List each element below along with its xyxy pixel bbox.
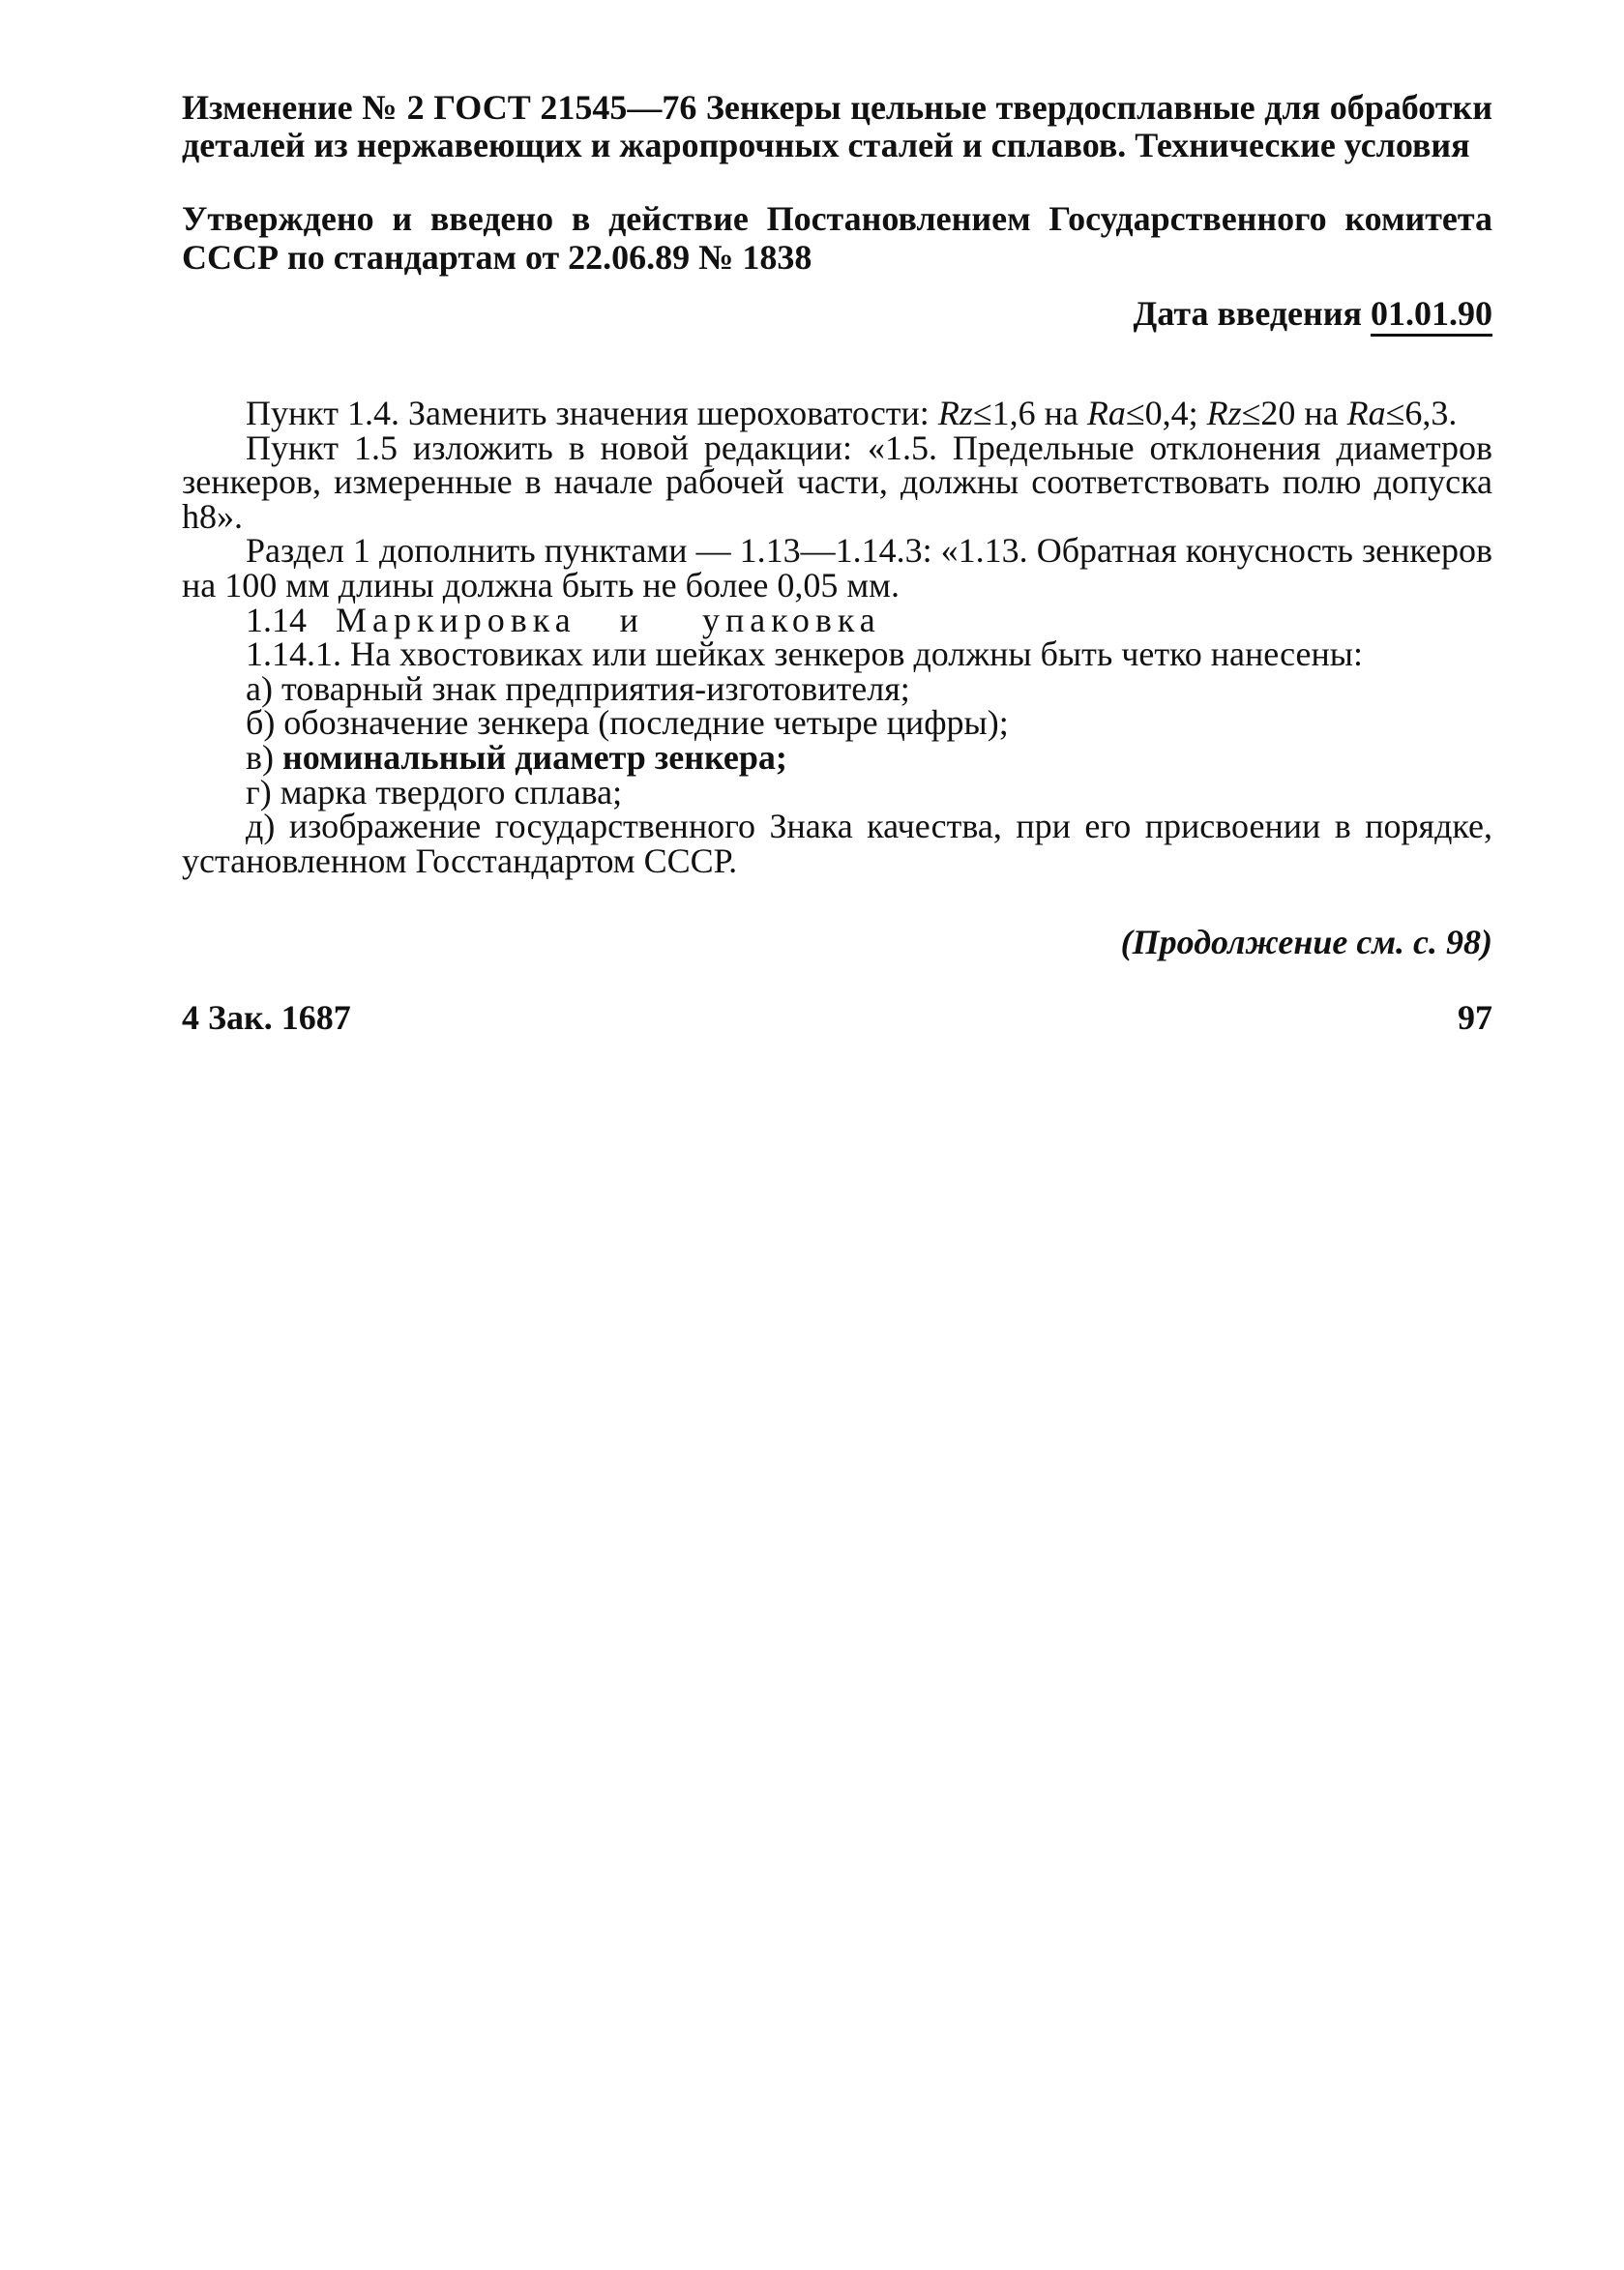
amendment-body <box>182 394 1492 880</box>
roughness-text-5: ≤6,3. <box>1385 394 1458 432</box>
paragraph-roughness <box>182 394 1492 432</box>
continuation-note: (Продолжение см. с. 98) <box>1120 923 1492 962</box>
approval-statement: Утверждено и введено в действие Постановлением Государственного комитета СССР по стандартам от 22.06.89 № 1838 <box>182 199 1492 277</box>
list-item-b: б) обозначение зенкера (последние четыре цифры); <box>246 703 1009 743</box>
page-text-area <box>182 89 1492 1037</box>
effective-date-label: Дата введения <box>1133 294 1362 333</box>
page-footer <box>182 998 1492 1037</box>
section-heading-marking <box>182 600 1492 639</box>
paragraph-section-addition: Раздел 1 дополнить пунктами — 1.13—1.14.3: «1.13. Обратная конусность зенкеров на 100 мм длины должна быть не более 0,05 мм. <box>182 531 1492 604</box>
roughness-text-4: ≤20 на <box>1241 394 1347 432</box>
roughness-text-1: Пункт 1.4. Заменить значения шероховатости: <box>246 394 938 432</box>
roughness-symbol-ra: Ra <box>1086 394 1126 432</box>
paragraph-marking-requirements: 1.14.1. На хвостовиках или шейках зенкеров должны быть четко нанесены: <box>246 634 1363 674</box>
roughness-text-3: ≤0,4; <box>1125 394 1207 432</box>
list-item-g: г) марка твердого сплава; <box>246 772 623 811</box>
paragraph-tolerance: Пункт 1.5 изложить в новой редакции: «1.5. Предельные отклонения диаметров зенкеров, измеренные в начале рабочей части, должны соответствовать полю допуска h8». <box>182 427 1492 536</box>
section-number: 1.14 <box>246 600 307 639</box>
list-item-v-text: номинальный диаметр зенкера; <box>282 737 787 777</box>
section-title-conjunction: и <box>619 600 644 639</box>
effective-date <box>182 294 1492 333</box>
order-number: 4 Зак. 1687 <box>182 998 351 1038</box>
roughness-text-2: ≤1,6 на <box>972 394 1087 432</box>
section-title-marking: Маркировка <box>336 600 576 639</box>
roughness-symbol-rz: Rz <box>937 394 973 432</box>
list-item-v <box>182 737 1492 777</box>
list-item-v-prefix: в) <box>246 737 282 777</box>
amendment-title: Изменение № 2 ГОСТ 21545—76 Зенкеры цельные твердосплавные для обработки деталей из нержавеющих и жаропрочных сталей и сплавов. Технические условия <box>182 88 1492 164</box>
page-number: 97 <box>1458 998 1492 1038</box>
list-item-d: д) изображение государственного Знака качества, при его присвоении в порядке, установленном Госстандартом СССР. <box>182 807 1492 880</box>
roughness-symbol-ra-2: Ra <box>1346 394 1386 432</box>
section-title-packaging: упаковка <box>701 600 881 639</box>
effective-date-value: 01.01.90 <box>1371 294 1492 337</box>
roughness-symbol-rz-2: Rz <box>1206 394 1242 432</box>
list-item-a: а) товарный знак предприятия-изготовителя; <box>246 668 910 708</box>
